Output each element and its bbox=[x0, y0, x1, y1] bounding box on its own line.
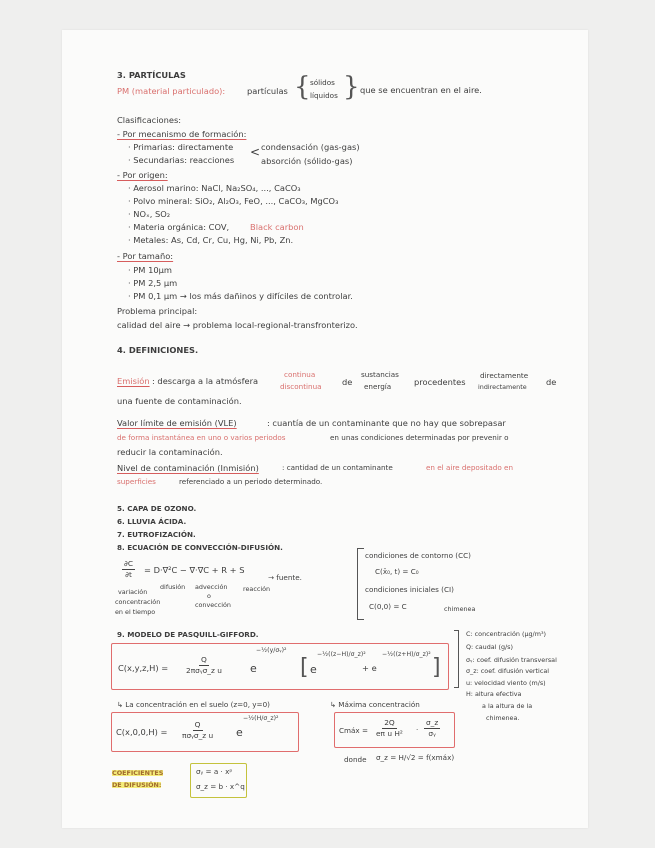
vle-term: Valor límite de emisión (VLE) bbox=[117, 418, 237, 428]
aire-text: que se encuentran en el aire. bbox=[360, 85, 482, 95]
right-brace: } bbox=[343, 72, 360, 102]
problema-heading: Problema principal: bbox=[117, 306, 198, 316]
suelo-exp-base: e bbox=[236, 726, 243, 739]
black-carbon-text: Black carbon bbox=[250, 222, 304, 232]
section-9-heading: 9. MODELO DE PASQUILL-GIFFORD. bbox=[117, 630, 259, 639]
notebook-page bbox=[62, 30, 588, 828]
polvo-item: · Polvo mineral: SiO₂, Al₂O₃, FeO, ..., CaCO₃, MgCO₃ bbox=[128, 196, 339, 206]
cc-label: condiciones de contorno (CC) bbox=[365, 551, 471, 560]
pg-fraction: Q 2πσᵧσ_z u bbox=[186, 655, 222, 675]
pg-exp-base: e bbox=[250, 662, 257, 675]
pg-exp-base-2: e bbox=[310, 663, 317, 676]
legend-concentracion: C: concentración (µg/m³) bbox=[466, 630, 546, 638]
de-word: de bbox=[342, 377, 353, 387]
fuente-label: → fuente. bbox=[268, 573, 302, 582]
max-fraction: $\frac{2Q}{\text{eπ u H²}}$ bbox=[376, 718, 403, 738]
donde-word: donde bbox=[344, 755, 367, 764]
liquidos-word: líquidos bbox=[310, 91, 338, 100]
section-4-heading: 4. DEFINICIONES. bbox=[117, 345, 199, 355]
pm-term: PM (material particulado): bbox=[117, 86, 226, 96]
emision-definition: : descarga a la atmósfera bbox=[152, 376, 259, 386]
primarias-item: · Primarias: directamente bbox=[128, 142, 234, 152]
legend-altura-2: a la altura de la bbox=[482, 702, 533, 710]
reaccion-label: reacción bbox=[243, 585, 271, 593]
adveccion-label: advección bbox=[195, 583, 228, 591]
pg-exp-z-plus: −½((z+H)/σ_z)² bbox=[382, 651, 431, 658]
section-7-heading: 7. EUTROFIZACIÓN. bbox=[117, 530, 196, 539]
superficies-word: superficies bbox=[117, 477, 156, 486]
pg-right-bracket: ] bbox=[432, 655, 441, 680]
left-brace: { bbox=[294, 72, 311, 102]
ci-subscript: chimenea bbox=[444, 605, 476, 613]
section-5-heading: 5. CAPA DE OZONO. bbox=[117, 504, 197, 513]
suelo-lhs: C(x,0,0,H) = bbox=[116, 727, 168, 737]
vle-red-text: de forma instantánea en uno o varios periodos bbox=[117, 433, 286, 442]
variacion-label: variación bbox=[118, 588, 148, 596]
absorcion-item: absorción (sólido-gas) bbox=[261, 156, 353, 166]
difusion-label: difusión bbox=[160, 583, 186, 591]
nivel-definition: : cantidad de un contaminante bbox=[282, 463, 393, 472]
section-8-heading: 8. ECUACIÓN DE CONVECCIÓN-DIFUSIÓN. bbox=[117, 543, 283, 552]
dc-dt-fraction: $\frac{\partial C}{\partial t}$ bbox=[124, 559, 133, 579]
o-label: o bbox=[207, 592, 211, 600]
vle-cont-text: en unas condiciones determinadas por prevenir o bbox=[330, 433, 509, 442]
nox-item: · NOₓ, SO₂ bbox=[128, 209, 171, 219]
legend-sigma-y: σᵧ: coef. difusión transversal bbox=[466, 656, 557, 664]
vle-end-text: reducir la contaminación. bbox=[117, 447, 223, 457]
pg-plus-e: + e bbox=[362, 663, 377, 673]
suelo-title: ↳ La concentración en el suelo (z=0, y=0) bbox=[117, 700, 270, 709]
cc-equation: C(x̄₀, t) = C₀ bbox=[375, 567, 419, 576]
sigma-y-equation: σᵧ = a · xᵖ bbox=[196, 767, 233, 776]
calidad-text: calidad del aire → problema local-regional-transfronterizo. bbox=[117, 320, 358, 330]
origen-heading: - Por origen: bbox=[117, 170, 168, 180]
particulas-word: partículas bbox=[247, 86, 288, 96]
coeficientes-label: COEFICIENTES bbox=[112, 769, 164, 777]
tamano-heading: - Por tamaño: bbox=[117, 251, 174, 261]
pg-exp-z-minus: −½((z−H)/σ_z)² bbox=[317, 651, 366, 658]
discontinua-word: discontinua bbox=[280, 382, 322, 391]
max-fraction-2: $\frac{\sigma\_z}{\text{σᵧ}}$ bbox=[426, 718, 439, 738]
pm25-item: · PM 2,5 µm bbox=[128, 278, 178, 288]
legend-velocidad: u: velocidad viento (m/s) bbox=[466, 679, 546, 687]
suelo-fraction: Q πσᵧσ_z u bbox=[182, 720, 214, 740]
procedentes-word: procedentes bbox=[414, 377, 466, 387]
solidos-word: sólidos bbox=[310, 78, 335, 87]
split-arrow-icon: < bbox=[250, 145, 261, 159]
ci-label: condiciones iniciales (CI) bbox=[365, 585, 454, 594]
pg-exp-y: −½(y/σᵧ)² bbox=[256, 647, 287, 654]
continua-word: continua bbox=[284, 370, 316, 379]
mecanismo-heading: - Por mecanismo de formación: bbox=[117, 129, 247, 139]
condensacion-item: condensación (gas-gas) bbox=[261, 142, 360, 152]
section-6-heading: 6. LLUVIA ÁCIDA. bbox=[117, 517, 187, 526]
ci-equation: C(0,0) = C bbox=[369, 602, 407, 611]
pm01-item: · PM 0,1 µm → los más dañinos y difíciles de controlar. bbox=[128, 291, 353, 301]
materia-item: · Materia orgánica: COV, bbox=[128, 222, 230, 232]
metales-item: · Metales: As, Cd, Cr, Cu, Hg, Ni, Pb, Zn. bbox=[128, 235, 294, 245]
section-3-heading: 3. PARTÍCULAS bbox=[117, 70, 186, 80]
max-title: ↳ Máxima concentración bbox=[330, 700, 420, 709]
legend-sigma-z: σ_z: coef. difusión vertical bbox=[466, 667, 550, 675]
clasificaciones-heading: Clasificaciones: bbox=[117, 115, 182, 125]
convection-diffusion-equation: = D·∇²C − ∇̄·∇C + R + S bbox=[144, 565, 245, 575]
max-dot: · bbox=[416, 725, 419, 734]
pg-left-bracket: [ bbox=[300, 655, 309, 680]
pg-lhs: C(x,y,z,H) = bbox=[118, 663, 169, 673]
nivel-end-text: referenciado a un periodo determinado. bbox=[179, 477, 323, 486]
indirectamente-word: indirectamente bbox=[478, 383, 527, 391]
concentracion-label: concentración bbox=[115, 598, 161, 606]
legend-altura-3: chimenea. bbox=[486, 714, 520, 722]
energia-word: energía bbox=[364, 382, 392, 391]
aerosol-item: · Aerosol marino: NaCl, Na₂SO₄, ..., CaCO₃ bbox=[128, 183, 301, 193]
tiempo-label: en el tiempo bbox=[115, 608, 156, 616]
fuente-text: una fuente de contaminación. bbox=[117, 396, 242, 406]
sustancias-word: sustancias bbox=[361, 370, 399, 379]
legend-altura: H: altura efectiva bbox=[466, 690, 522, 698]
legend-caudal: Q: caudal (g/s) bbox=[466, 643, 513, 651]
nivel-red-text: en el aire depositado en bbox=[426, 463, 514, 472]
directamente-word: directamente bbox=[480, 371, 529, 380]
conveccion-label: convección bbox=[195, 601, 231, 609]
difusion-label-2: DE DIFUSIÓN: bbox=[112, 781, 162, 789]
secundarias-item: · Secundarias: reacciones bbox=[128, 155, 235, 165]
nivel-term: Nivel de contaminación (Inmisión) bbox=[117, 463, 259, 473]
vle-definition: : cuantía de un contaminante que no hay que sobrepasar bbox=[267, 418, 506, 428]
conditions-bracket bbox=[357, 548, 364, 620]
suelo-exp: −½(H/σ_z)² bbox=[243, 715, 279, 722]
donde-equation: σ_z = H/√2 = f(xmáx) bbox=[376, 753, 455, 762]
de-word-2: de bbox=[546, 377, 557, 387]
max-lhs: Cmáx = bbox=[339, 726, 368, 735]
legend-bracket bbox=[454, 630, 459, 688]
sigma-z-equation: σ_z = b · x^q bbox=[196, 782, 245, 791]
emision-term: Emisión bbox=[117, 376, 150, 386]
pm10-item: · PM 10µm bbox=[128, 265, 172, 275]
